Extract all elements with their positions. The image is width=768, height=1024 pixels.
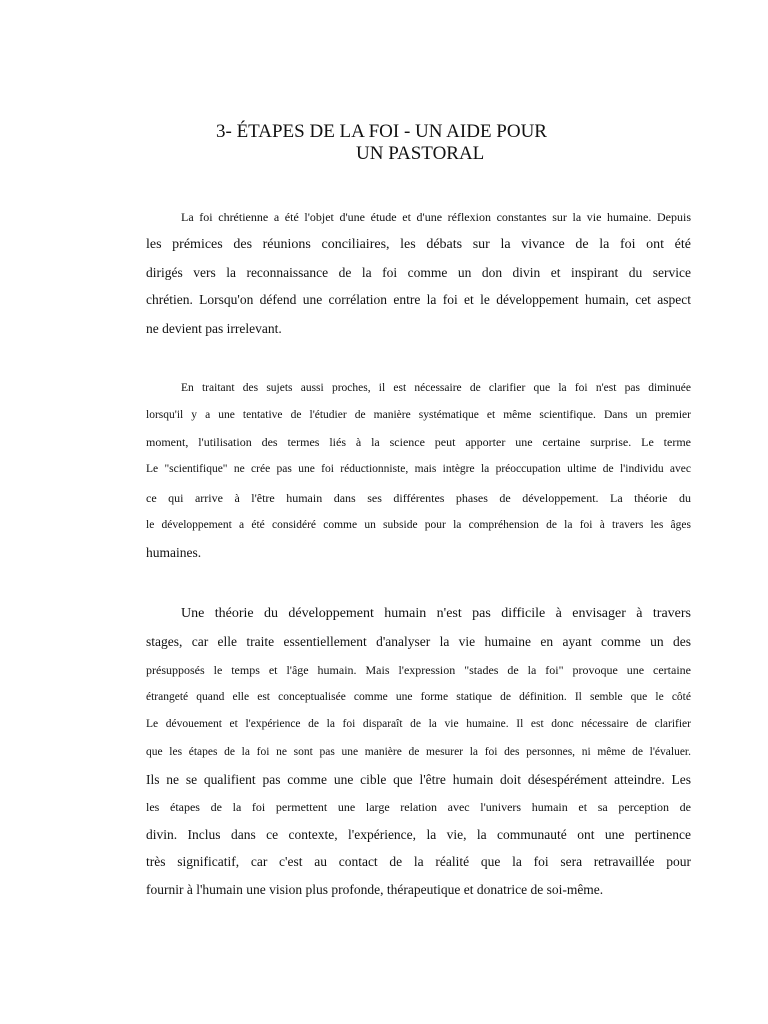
paragraph-line: étrangeté quand elle est conceptualisée comme une forme statique de définition. Il semble que le côté: [146, 691, 691, 703]
paragraph-line: ce qui arrive à l'être humain dans ses différentes phases de développement. La théorie du: [146, 491, 691, 505]
paragraph-line: Le "scientifique" ne crée pas une foi réductionniste, mais intègre la préoccupation ultime de l'individu avec: [146, 463, 691, 475]
paragraph-line: La foi chrétienne a été l'objet d'une étude et d'une réflexion constantes sur la vie humaine. Depuis: [181, 210, 691, 224]
paragraph-line: Une théorie du développement humain n'est pas difficile à envisager à travers: [181, 606, 691, 621]
paragraph-line: Le dévouement et l'expérience de la foi disparaît de la vie humaine. Il est donc nécessaire de clarifier: [146, 718, 691, 730]
paragraph-line: fournir à l'humain une vision plus profonde, thérapeutique et donatrice de soi-même.: [146, 882, 604, 897]
paragraph-line: les prémices des réunions conciliaires, les débats sur la vivance de la foi ont été: [146, 237, 691, 252]
paragraph-line: humaines.: [146, 545, 202, 560]
paragraph-line: Ils ne se qualifient pas comme une cible que l'être humain doit désespérément atteindre. Les: [146, 772, 691, 787]
paragraph-line: stages, car elle traite essentiellement d'analyser la vie humaine en ayant comme un des: [146, 634, 691, 649]
paragraph-line: présupposés le temps et l'âge humain. Mais l'expression "stades de la foi" provoque une certaine: [146, 663, 691, 677]
paragraph-line: très significatif, car c'est au contact de la réalité que la foi sera retravaillée pour: [146, 854, 691, 869]
paragraph-line: chrétien. Lorsqu'on défend une corrélation entre la foi et le développement humain, cet aspect: [146, 292, 691, 307]
paragraph-line: que les étapes de la foi ne sont pas une manière de mesurer la foi des personnes, ni même de l'évaluer.: [146, 746, 691, 758]
paragraph-line: dirigés vers la reconnaissance de la foi comme un don divin et inspirant du service: [146, 265, 691, 280]
paragraph-line: lorsqu'il y a une tentative de l'étudier de manière systématique et même scientifique. Dans un premier: [146, 409, 691, 421]
page-title-line-1: 3- ÉTAPES DE LA FOI - UN AIDE POUR: [216, 121, 547, 142]
paragraph-line: En traitant des sujets aussi proches, il est nécessaire de clarifier que la foi n'est pas diminuée: [181, 382, 691, 394]
paragraph-line: moment, l'utilisation des termes liés à la science peut apporter une certaine surprise. Le terme: [146, 435, 691, 449]
page-title-line-2: UN PASTORAL: [356, 143, 485, 164]
paragraph-line: divin. Inclus dans ce contexte, l'expérience, la vie, la communauté ont une pertinence: [146, 827, 691, 842]
paragraph-line: ne devient pas irrelevant.: [146, 321, 282, 336]
paragraph-line: les étapes de la foi permettent une large relation avec l'univers humain et sa perception de: [146, 800, 691, 814]
paragraph-line: le développement a été considéré comme un subside pour la compréhension de la foi à travers les âges: [146, 519, 691, 531]
